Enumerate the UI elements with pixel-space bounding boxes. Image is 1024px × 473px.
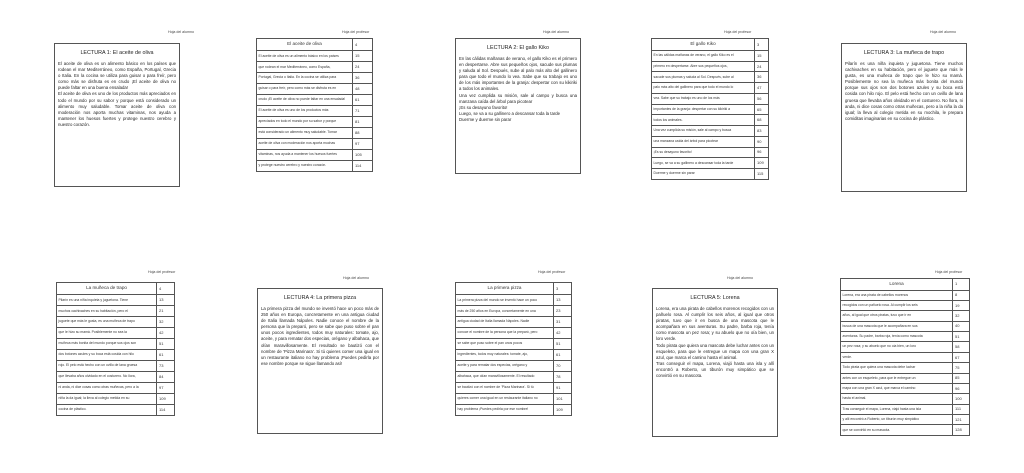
teacher-sheet-label: Hoja del profesor	[935, 270, 963, 274]
line-text: ingredientes, todos muy naturales: tomate, ajo,	[456, 350, 554, 361]
line-text: Una vez cumplida su misión, sale al campo y busca	[652, 126, 755, 137]
table-row	[652, 158, 769, 169]
student-sheet-label: Hoja del alumno	[168, 30, 194, 34]
reading-paragraph: Tras conseguir el mapa, Lorena, viajó hasta una isla y allí encontró a Roberto, un tiburón muy simpático que se convirtió en su mascota.	[656, 360, 774, 379]
student-sheet-label: Hoja del alumno	[930, 30, 956, 34]
word-count: 1	[953, 279, 970, 291]
word-count: 70	[554, 361, 572, 372]
table-row	[841, 383, 970, 393]
line-text: más de 250 años en Europa, concretamente en una	[456, 306, 554, 317]
reading-body	[456, 56, 580, 123]
word-count: 42	[554, 328, 572, 339]
table-row	[652, 61, 769, 72]
table-row	[57, 295, 175, 306]
word-count: 109	[554, 404, 572, 415]
table-row	[841, 352, 970, 362]
word-count: 3	[755, 39, 769, 51]
student-sheet-label: Hoja del alumno	[727, 276, 753, 280]
word-count: 36	[353, 73, 373, 84]
word-count: 68	[755, 115, 769, 126]
line-text: años, al igual que otros piratas, tuvo que ir en	[841, 311, 953, 321]
word-count: 40	[953, 321, 970, 331]
line-text: y protege nuestro cerebro y nuestro corazón.	[257, 160, 353, 171]
line-text: Pilarín es una niña inquieta y juguetona. Tiene	[57, 295, 157, 306]
table-row	[652, 136, 769, 147]
line-text: todos los animales.	[652, 115, 755, 126]
word-count: 91	[554, 383, 572, 394]
line-text: Luego, se va a su gallinero a descansar toda la tarde	[652, 158, 755, 169]
line-text: busca de una mascota que le acompañara en sus	[841, 321, 953, 331]
word-count: 96	[755, 147, 769, 158]
tabla4-word-count-table	[455, 282, 572, 416]
table-title-row	[456, 283, 572, 295]
line-text: que rodean el mar Mediterráneo, como España,	[257, 62, 353, 73]
table-row	[257, 51, 373, 62]
line-text: En las cálidas mañanas de verano, el gallo Kiko es el	[652, 51, 755, 62]
word-count: 36	[755, 72, 769, 83]
word-count: 65	[755, 104, 769, 115]
word-count: 73	[157, 361, 175, 372]
table-row	[652, 126, 769, 137]
line-text: un pez rosa; y su abuelo que no oía bien, un loro	[841, 342, 953, 352]
line-text: El aceite de oliva es uno de los productos más	[257, 106, 353, 117]
line-text: que se convirtió en su mascota.	[841, 425, 953, 436]
table-row	[57, 383, 175, 394]
student-sheet-label: Hoja del alumno	[343, 276, 369, 280]
table-title-row	[841, 279, 970, 291]
table-row	[841, 373, 970, 383]
word-count: 13	[157, 295, 175, 306]
word-count: 32	[953, 311, 970, 321]
word-count: 51	[157, 339, 175, 350]
table-row	[57, 393, 175, 404]
line-text: y allí encontró a Roberto, un tiburón muy simpático	[841, 415, 953, 425]
reading-title: LECTURA 1: El aceite de oliva	[80, 50, 154, 56]
line-text: muñeca más bonita del mundo porque sus ojos son	[57, 339, 157, 350]
line-text: está considerado un alimento muy saludable. Tomar	[257, 128, 353, 139]
word-count: 121	[953, 415, 970, 425]
word-count: 109	[755, 158, 769, 169]
reading-paragraph: El aceite de oliva es un alimento básico en los países que rodean el mar Mediterráneo, como España, Portugal, Grecia o Italia. En la cocina se utiliza para guisar o para freír, pero como más se disfruta es en crudo ¡El aceite de oliva no puede faltar en una buena ensalada!	[58, 61, 176, 91]
word-count: 83	[755, 126, 769, 137]
line-text: cocina de plástico.	[57, 404, 157, 415]
tabla2-word-count-table	[651, 38, 769, 180]
table-row	[57, 372, 175, 383]
teacher-sheet-label: Hoja del profesor	[148, 270, 176, 274]
table-title: Lorena	[841, 279, 953, 291]
line-text: una manzana caída del árbol para picotear	[652, 136, 755, 147]
table-row	[841, 300, 970, 310]
reading-title: LECTURA 5: Lorena	[690, 295, 740, 301]
table-row	[652, 83, 769, 94]
lectura1-reading-card	[54, 43, 180, 187]
table-title: El gallo Kiko	[652, 39, 755, 51]
word-count: 13	[554, 295, 572, 306]
teacher-sheet-label: Hoja del profesor	[342, 30, 370, 34]
word-count: 114	[157, 404, 175, 415]
table-row	[456, 295, 572, 306]
table-row	[456, 317, 572, 328]
word-count: 19	[953, 300, 970, 310]
line-text: aceite y para rematar dos especias, orégano y	[456, 361, 554, 372]
reading-body	[55, 61, 179, 128]
table-row	[57, 328, 175, 339]
table-row	[257, 128, 373, 139]
word-count: 42	[157, 328, 175, 339]
word-count: 81	[353, 117, 373, 128]
line-text: Duerme y duerme sin parar	[652, 169, 755, 180]
table-title-row	[257, 39, 373, 51]
word-count: 21	[157, 306, 175, 317]
word-count: 111	[953, 404, 970, 414]
line-text: antes con un esqueleto, para que le entregue un	[841, 373, 953, 383]
reading-title: LECTURA 4: La primera pizza	[283, 295, 357, 301]
line-text: que llevaba años olvidado en el costurero. No llora,	[57, 372, 157, 383]
line-text: hasta el animal.	[841, 394, 953, 404]
reading-paragraph: Pilarín es una niña inquieta y juguetona. Tiene muchos cachivaches en su habitación, pero el juguete que más le gusta, es una muñeca de trapo que le hizo su mamá. Posiblemente no sea la muñeca más bonita del mundo porque sus ojos son dos botones azules y su boca está cosida con hilo rojo. El pelo está hecho con un ovillo de lana gruesa que llevaba años olvidado en el costurero. No llora, ni anda, ni dice cosas como otras muñecas, pero a la niña la da igual; la lleva al colegio metida en su mochila, le prepara comiditas imaginarias en su cocina de plástico.	[845, 61, 963, 121]
student-sheet-label: Hoja del alumno	[543, 30, 569, 34]
table-row	[257, 149, 373, 160]
reading-body	[653, 306, 777, 379]
reading-paragraph: La primera pizza del mundo se inventó hace un poco más de 250 años en Europa, concretamente en una antigua ciudad de Italia llamada Nápoles. Nadie conoce el nombre de la persona que la preparó, pero se sabe que puso sobre el pan unos pocos ingredientes, todos muy naturales: tomate, ajo, aceite, y para rematar dos especias, orégano y albahaca, que olían maravillosamente. El resultado se bautizó con el nombre de 'Pizza Marinara'. Si tú quieres comer una igual en un restaurante italiano no hay problema ¡Puedes pedirla por ese nombre porque se sigue llamando así!	[261, 306, 379, 366]
word-count: 58	[953, 342, 970, 352]
line-text: ¡Es su desayuno favorito!	[652, 147, 755, 158]
teacher-sheet-label: Hoja del profesor	[724, 30, 752, 34]
line-text: vitaminas, nos ayuda a mantener los huesos fuertes	[257, 149, 353, 160]
table-row	[456, 372, 572, 383]
reading-paragraph: En las cálidas mañanas de verano, el gallo Kiko es el primero en despertarse. Abre sus pequeños ojos, sacude sus plumas y saluda al Sol. Después, sube al palo más alto del gallinero para que todo el mundo lo vea. Sabe que su trabajo es uno de los más importantes de la granja: despertar con su kikiriki a todos los animales.	[459, 56, 577, 92]
word-count: 84	[157, 372, 175, 383]
tabla1-word-count-table	[256, 38, 373, 172]
reading-paragraph: El aceite de oliva es uno de los productos más apreciados en todo el mundo por su sabor y porque está considerado un alimento muy saludable. Tomar aceite de oliva con moderación nos aporta muchas vitaminas, nos ayuda a mantener los huesos fuertes y protege nuestro cerebro y nuestro corazón.	[58, 91, 176, 127]
word-count: 51	[554, 339, 572, 350]
table-row	[257, 160, 373, 171]
line-text: se bautizó con el nombre de 'Pizza Marinara'. Si tú	[456, 383, 554, 394]
table-row	[652, 147, 769, 158]
reading-paragraph: Todo pirata que quiera una mascota debe luchar antes con un esqueleto, para que le entregue un mapa con una gran X azul, que marca el camino hasta el animal.	[656, 342, 775, 360]
reading-paragraph: Una vez cumplida su misión, sale al campo y busca una manzana caída del árbol para picotear	[459, 92, 577, 104]
reading-body	[842, 61, 966, 122]
table-row	[652, 104, 769, 115]
table-row	[652, 169, 769, 180]
line-text: vea. Sabe que su trabajo es uno de los más	[652, 93, 755, 104]
word-count: 128	[953, 425, 970, 436]
table-row	[456, 328, 572, 339]
word-count: 90	[755, 136, 769, 147]
table-row	[456, 350, 572, 361]
line-text: verde.	[841, 352, 953, 362]
table-row	[841, 290, 970, 300]
word-count: 8	[953, 290, 970, 300]
reading-paragraph: ¡Es su desayuno favorito!	[459, 104, 508, 110]
reading-title: LECTURA 3: La muñeca de trapo	[863, 50, 945, 56]
word-count: 15	[353, 51, 373, 62]
word-count: 75	[953, 363, 970, 373]
line-text: crudo ¡El aceite de oliva no puede faltar en una ensalada!	[257, 95, 353, 106]
word-count: 85	[953, 373, 970, 383]
table-row	[257, 95, 373, 106]
line-text: aceite de oliva con moderación nos aporta muchas	[257, 139, 353, 150]
table-row	[652, 72, 769, 83]
table-row	[456, 306, 572, 317]
word-count: 114	[353, 160, 373, 171]
line-text: juguete que más le gusta, es una muñeca de trapo	[57, 317, 157, 328]
word-count: 32	[157, 317, 175, 328]
word-count: 47	[755, 83, 769, 94]
line-text: hay problema ¡Puedes pedirla por ese nombre!	[456, 404, 554, 415]
word-count: 3	[554, 283, 572, 295]
line-text: mapa con una gran X azul, que marca el camino	[841, 383, 953, 393]
table-title-row	[652, 39, 769, 51]
word-count: 23	[554, 306, 572, 317]
reading-body	[258, 306, 382, 367]
word-count: 4	[353, 39, 373, 51]
word-count: 109	[157, 393, 175, 404]
table-row	[841, 332, 970, 342]
table-row	[456, 393, 572, 404]
lectura2-reading-card	[455, 38, 581, 174]
lectura3-reading-card	[841, 43, 967, 192]
word-count: 96	[953, 383, 970, 393]
table-row	[257, 84, 373, 95]
word-count: 4	[157, 283, 175, 295]
table-row	[57, 306, 175, 317]
line-text: albahaca, que olían maravillosamente. El resultado	[456, 372, 554, 383]
word-count: 24	[755, 61, 769, 72]
line-text: muchos cachivaches en su habitación, pero el	[57, 306, 157, 317]
word-count: 100	[953, 394, 970, 404]
table-title-row	[57, 283, 175, 295]
tabla5-word-count-table	[840, 278, 970, 436]
word-count: 97	[353, 139, 373, 150]
lectura4-reading-card	[257, 288, 383, 434]
table-title: El aceite de oliva	[257, 39, 353, 51]
line-text: quieres comer una igual en un restaurante italiano no	[456, 393, 554, 404]
teacher-sheet-label: Hoja del profesor	[538, 270, 566, 274]
line-text: antigua ciudad de Italia llamada Nápoles. Nadie	[456, 317, 554, 328]
word-count: 61	[157, 350, 175, 361]
word-count: 101	[554, 393, 572, 404]
word-count: 97	[157, 383, 175, 394]
tabla3-word-count-table	[56, 282, 175, 416]
line-text: ni anda, ni dice cosas como otras muñecas, pero a la	[57, 383, 157, 394]
line-text: conoce el nombre de la persona que la preparó, pero	[456, 328, 554, 339]
table-title: La muñeca de trapo	[57, 283, 157, 295]
word-count: 15	[755, 51, 769, 62]
word-count: 24	[353, 62, 373, 73]
line-text: se sabe que puso sobre el pan unos pocos	[456, 339, 554, 350]
line-text: palo más alto del gallinero para que todo el mundo lo	[652, 83, 755, 94]
line-text: que le hizo su mamá. Posiblemente no sea la	[57, 328, 157, 339]
reading-paragraph: Luego, se va a su gallinero a descansar toda la tarde	[459, 110, 561, 116]
word-count: 56	[755, 93, 769, 104]
reading-paragraph: Duerme y duerme sin parar	[459, 116, 512, 122]
word-count: 51	[953, 332, 970, 342]
line-text: primero en despertarse. Abre sus pequeños ojos,	[652, 61, 755, 72]
table-row	[841, 321, 970, 331]
word-count: 31	[554, 317, 572, 328]
table-row	[841, 425, 970, 436]
line-text: Portugal, Grecia o Italia. En la cocina se utiliza para	[257, 73, 353, 84]
table-row	[57, 350, 175, 361]
word-count: 61	[554, 350, 572, 361]
table-row	[841, 342, 970, 352]
table-row	[57, 404, 175, 415]
table-row	[456, 404, 572, 415]
word-count: 88	[353, 128, 373, 139]
line-text: Todo pirata que quiera una mascota debe luchar	[841, 363, 953, 373]
table-row	[257, 62, 373, 73]
table-title: La primera pizza	[456, 283, 554, 295]
table-row	[841, 404, 970, 414]
line-text: Lorena, era una pirata de cabellos morenos	[841, 290, 953, 300]
reading-title: LECTURA 2: El gallo Kiko	[486, 45, 550, 51]
table-row	[841, 311, 970, 321]
word-count: 71	[353, 106, 373, 117]
table-row	[456, 339, 572, 350]
table-row	[456, 361, 572, 372]
table-row	[57, 339, 175, 350]
table-row	[652, 51, 769, 62]
table-row	[257, 139, 373, 150]
table-row	[57, 317, 175, 328]
word-count: 78	[554, 372, 572, 383]
line-text: niña la da igual; la lleva al colegio metida en su	[57, 393, 157, 404]
word-count: 115	[755, 169, 769, 180]
table-row	[257, 73, 373, 84]
lectura5-reading-card	[652, 288, 778, 437]
line-text: sacude sus plumas y saluda al Sol. Después, sube al	[652, 72, 755, 83]
table-row	[257, 117, 373, 128]
table-row	[652, 93, 769, 104]
line-text: aventuras. Su padre, barba roja, tenía como mascota	[841, 332, 953, 342]
word-count: 105	[353, 149, 373, 160]
table-row	[456, 383, 572, 394]
line-text: guisar o para freír, pero como más se disfruta es en	[257, 84, 353, 95]
line-text: Tras conseguir el mapa, Lorena, viajó hasta una isla	[841, 404, 953, 414]
line-text: La primera pizza del mundo se inventó hace un poco	[456, 295, 554, 306]
word-count: 61	[353, 95, 373, 106]
line-text: dos botones azules y su boca está cosida con hilo	[57, 350, 157, 361]
line-text: El aceite de oliva es un alimento básico en los países	[257, 51, 353, 62]
word-count: 48	[353, 84, 373, 95]
line-text: recogidos con un pañuelo rosa. Al cumplir los seis	[841, 300, 953, 310]
word-count: 67	[953, 352, 970, 362]
line-text: importantes de la granja: despertar con su kikiriki a	[652, 104, 755, 115]
table-row	[841, 363, 970, 373]
line-text: apreciados en todo el mundo por su sabor y porque	[257, 117, 353, 128]
line-text: rojo. El pelo está hecho con un ovillo de lana gruesa	[57, 361, 157, 372]
table-row	[652, 115, 769, 126]
reading-paragraph: Lorena, era una pirata de cabellos morenos recogidos con un pañuelo rosa. Al cumplir los seis años, al igual que otros piratas, tuvo que ir en busca de una mascota que le acompañara en sus aventuras. Su padre, barba roja, tenía como mascota un pez rosa; y su abuelo que no oía bien, un loro verde.	[656, 306, 774, 342]
table-row	[841, 415, 970, 425]
table-row	[841, 394, 970, 404]
table-row	[57, 361, 175, 372]
table-row	[257, 106, 373, 117]
